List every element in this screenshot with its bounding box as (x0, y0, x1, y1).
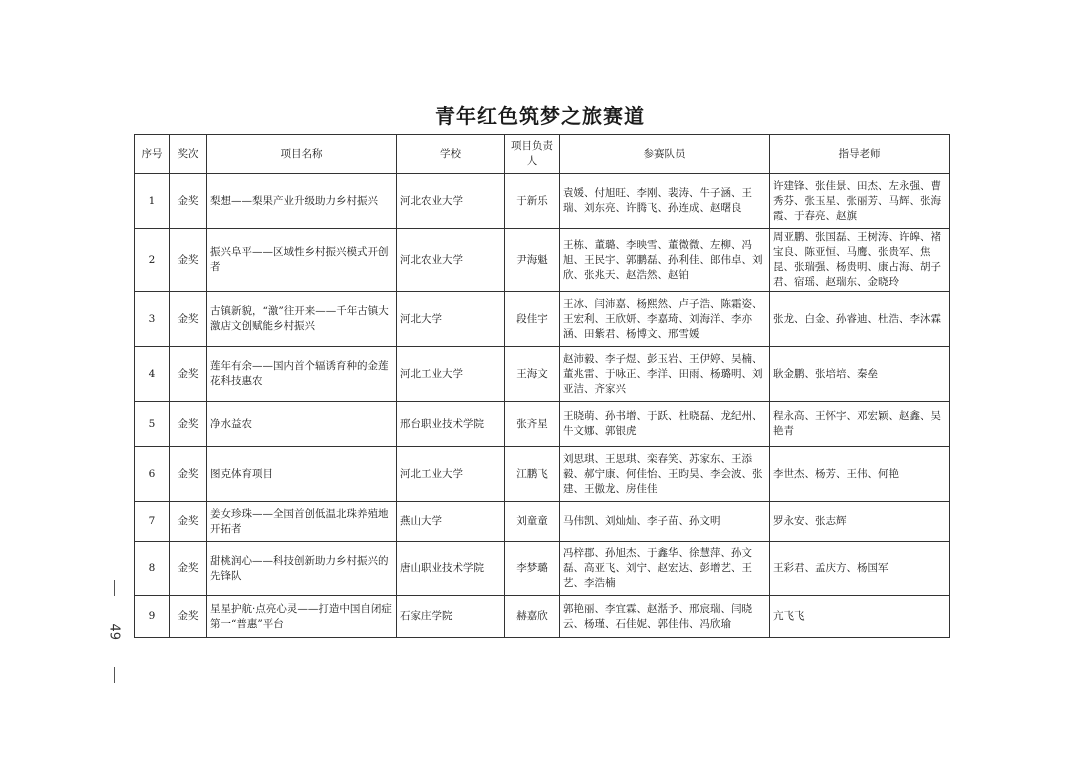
row-members: 刘思琪、王思琪、栾春笑、苏家东、王添毅、郝宁康、何佳怡、王昀昊、李会波、张建、王傲龙、房佳佳 (560, 447, 770, 502)
row-school: 河北农业大学 (397, 229, 505, 292)
row-no: 4 (135, 347, 170, 402)
row-leader: 王海文 (505, 347, 560, 402)
row-no: 9 (135, 596, 170, 638)
table-row (135, 447, 950, 502)
row-school: 石家庄学院 (397, 596, 505, 638)
page-number-dash-top (114, 580, 115, 596)
header-project: 项目名称 (207, 135, 397, 174)
row-advisors: 程永高、王怀宇、邓宏颖、赵鑫、吴艳青 (770, 402, 950, 447)
header-row (135, 135, 950, 174)
row-project: 莲年有余——国内首个辐诱育种的金莲花科技惠农 (207, 347, 397, 402)
table-row (135, 542, 950, 596)
row-project: 图克体育项目 (207, 447, 397, 502)
row-no: 6 (135, 447, 170, 502)
row-no: 2 (135, 229, 170, 292)
row-school: 邢台职业技术学院 (397, 402, 505, 447)
row-leader: 江鹏飞 (505, 447, 560, 502)
row-award: 金奖 (170, 347, 207, 402)
table-row (135, 402, 950, 447)
row-award: 金奖 (170, 596, 207, 638)
header-award: 奖次 (170, 135, 207, 174)
row-members: 王晓萌、孙书增、于跃、杜晓磊、龙纪州、牛文娜、郭银虎 (560, 402, 770, 447)
row-project: 净水益农 (207, 402, 397, 447)
row-award: 金奖 (170, 447, 207, 502)
table-row (135, 596, 950, 638)
row-advisors: 亢飞飞 (770, 596, 950, 638)
row-award: 金奖 (170, 174, 207, 229)
table-row (135, 347, 950, 402)
row-advisors: 罗永安、张志辉 (770, 502, 950, 542)
row-advisors: 李世杰、杨芳、王伟、何艳 (770, 447, 950, 502)
table-row (135, 229, 950, 292)
row-advisors: 周亚鹏、张国磊、王树涛、许皞、褚宝良、陈亚恒、马鹰、张贵军、焦昆、张瑞强、杨贵明、康占海、胡子君、宿瑶、赵瑞东、金晓玲 (770, 229, 950, 292)
row-school: 燕山大学 (397, 502, 505, 542)
row-no: 1 (135, 174, 170, 229)
row-school: 河北农业大学 (397, 174, 505, 229)
row-school: 唐山职业技术学院 (397, 542, 505, 596)
row-project: 振兴阜平——区域性乡村振兴模式开创者 (207, 229, 397, 292)
row-leader: 刘童童 (505, 502, 560, 542)
row-award: 金奖 (170, 292, 207, 347)
table-row (135, 502, 950, 542)
row-leader: 张齐星 (505, 402, 560, 447)
header-members: 参赛队员 (560, 135, 770, 174)
header-advisors: 指导老师 (770, 135, 950, 174)
row-project: 古镇新貌，“激”往开来——千年古镇大激店文创赋能乡村振兴 (207, 292, 397, 347)
table-row (135, 292, 950, 347)
row-project: 甜桃润心——科技创新助力乡村振兴的先锋队 (207, 542, 397, 596)
row-leader: 尹海魁 (505, 229, 560, 292)
row-leader: 于新乐 (505, 174, 560, 229)
row-members: 冯梓郡、孙旭杰、于鑫华、徐慧萍、孙文磊、高亚飞、刘宁、赵宏达、彭增艺、王艺、李浩楠 (560, 542, 770, 596)
header-no: 序号 (135, 135, 170, 174)
row-leader: 段佳宇 (505, 292, 560, 347)
row-no: 3 (135, 292, 170, 347)
row-leader: 赫嘉欣 (505, 596, 560, 638)
row-advisors: 王彩君、孟庆方、杨国军 (770, 542, 950, 596)
page-title: 青年红色筑梦之旅赛道 (435, 104, 645, 128)
row-school: 河北工业大学 (397, 447, 505, 502)
row-members: 王冰、闫沛嘉、杨熙然、卢子浩、陈霜姿、王宏利、王欣妍、李嘉琦、刘海洋、李亦涵、田紫君、杨博文、邢雪媛 (560, 292, 770, 347)
page-number-text: 49 (106, 623, 122, 641)
row-award: 金奖 (170, 502, 207, 542)
row-no: 7 (135, 502, 170, 542)
row-members: 郭艳丽、李宜霖、赵湉予、邢宸瑞、闫晓云、杨瑾、石佳妮、郭佳伟、冯欣瑜 (560, 596, 770, 638)
row-project: 梨想——梨果产业升级助力乡村振兴 (207, 174, 397, 229)
row-school: 河北工业大学 (397, 347, 505, 402)
row-members: 马伟凯、刘灿灿、李子苗、孙文明 (560, 502, 770, 542)
row-no: 5 (135, 402, 170, 447)
row-members: 袁媛、付旭旺、李刚、裴涛、牛子涵、王瑞、刘东亮、许腾飞、孙连成、赵曙良 (560, 174, 770, 229)
row-members: 赵沛毅、李子煜、彭玉岩、王伊婷、吴楠、董兆雷、于咏正、李洋、田雨、杨璐明、刘亚洁、齐家兴 (560, 347, 770, 402)
row-school: 河北大学 (397, 292, 505, 347)
row-members: 王栋、董璐、李映雪、董微微、左柳、冯旭、王民宇、郭鹏磊、孙利佳、郎伟卓、刘欣、张兆天、赵浩然、赵铂 (560, 229, 770, 292)
row-award: 金奖 (170, 402, 207, 447)
page-number (106, 580, 122, 660)
table-row (135, 174, 950, 229)
row-award: 金奖 (170, 542, 207, 596)
row-advisors: 耿金鹏、张培培、秦垒 (770, 347, 950, 402)
row-award: 金奖 (170, 229, 207, 292)
row-advisors: 许建锋、张佳景、田杰、左永强、曹秀芬、张玉星、张丽芳、马辉、张海霞、于春亮、赵旗 (770, 174, 950, 229)
page-number-dash-bottom (114, 667, 115, 683)
row-advisors: 张龙、白金、孙睿迪、杜浩、李沐霖 (770, 292, 950, 347)
row-no: 8 (135, 542, 170, 596)
row-project: 姜女珍珠——全国首创低温北珠养殖地开拓者 (207, 502, 397, 542)
header-leader: 项目负责人 (505, 135, 560, 174)
row-project: 星星护航·点亮心灵——打造中国自闭症第一“普惠”平台 (207, 596, 397, 638)
row-leader: 李梦璐 (505, 542, 560, 596)
awards-table (134, 134, 950, 638)
header-school: 学校 (397, 135, 505, 174)
